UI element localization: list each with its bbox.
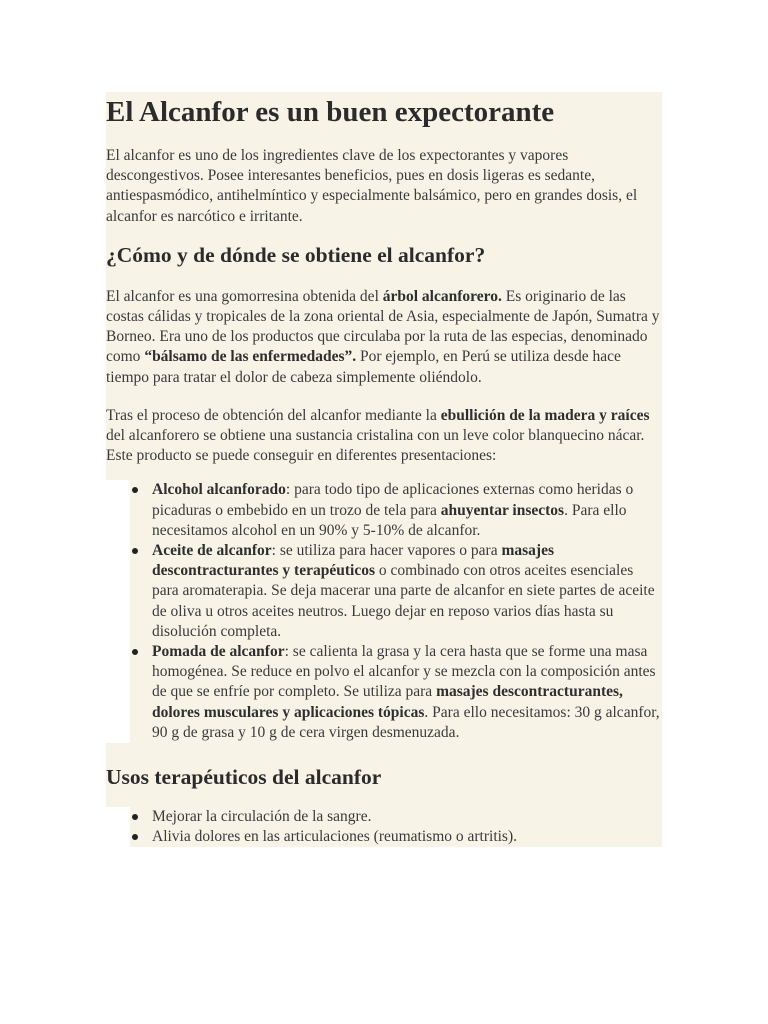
bold-arbol: árbol alcanforero. <box>382 287 502 305</box>
section-heading-obtencion: ¿Cómo y de dónde se obtiene el alcanfor? <box>106 242 486 267</box>
bullet-icon <box>132 814 138 820</box>
list-item-circulacion: Mejorar la circulación de la sangre. <box>152 807 662 827</box>
list-item-aceite: Aceite de alcanfor: se utiliza para hacer vapores o para masajes descontracturantes y terapéuticos o combinado con otros aceites esenciales para aromaterapia. Se deja macerar una parte de alcanfor en siete partes de aceite de oliva u otros aceites neutros. Luego dejar en reposo varios días hasta su disolución completa. <box>152 541 662 642</box>
bold-balsamo: “bálsamo de las enfermedades”. <box>144 348 357 366</box>
uses-list <box>106 807 662 847</box>
section-heading-usos: Usos terapéuticos del alcanfor <box>106 765 382 790</box>
list-item-articulaciones: Alivia dolores en las articulaciones (reumatismo o artritis). <box>152 827 662 847</box>
article-uses-block <box>106 743 662 807</box>
bullet-icon <box>132 834 138 840</box>
origin-paragraph: El alcanfor es una gomorresina obtenida del árbol alcanforero. Es originario de las costas cálidas y tropicales de la zona oriental de Asia, especialmente de Japón, Sumatra y Borneo. Era uno de los productos que circulaba por la ruta de las especias, denominado como “bálsamo de las enfermedades”. Por ejemplo, en Perú se utiliza desde hace tiempo para tratar el dolor de cabeza simplemente oliéndolo. <box>106 287 660 386</box>
presentations-list <box>106 480 662 743</box>
list-item-pomada: Pomada de alcanfor: se calienta la grasa y la cera hasta que se forme una masa homogénea. Se reduce en polvo el alcanfor y se mezcla con la composición antes de que se enfríe por completo. Se utiliza para masajes descontracturantes, dolores musculares y aplicaciones tópicas. Para ello necesitamos: 30 g alcanfor, 90 g de grasa y 10 g de cera virgen desmenuzada. <box>152 642 662 743</box>
process-paragraph: Tras el proceso de obtención del alcanfor mediante la ebullición de la madera y raíces del alcanforero se obtiene una sustancia cristalina con un leve color blanquecino nácar. Este producto se puede conseguir en diferentes presentaciones: <box>106 406 650 465</box>
intro-paragraph: El alcanfor es uno de los ingredientes clave de los expectorantes y vapores descongestivos. Posee interesantes beneficios, pues en dosis ligeras es sedante, antiespasmódico, antihelmíntico y especialmente balsámico, pero en grandes dosis, el alcanfor es narcótico e irritante. <box>106 147 638 225</box>
article-title: El Alcanfor es un buen expectorante <box>106 96 555 128</box>
article-top-block <box>106 92 662 480</box>
bullet-icon <box>132 487 138 493</box>
article <box>106 92 662 847</box>
bullet-icon <box>132 649 138 655</box>
list-item-alcohol: Alcohol alcanforado: para todo tipo de aplicaciones externas como heridas o picaduras o embebido en un trozo de tela para ahuyentar insectos. Para ello necesitamos alcohol en un 90% y 5-10% de alcanfor. <box>152 480 662 541</box>
bullet-icon <box>132 548 138 554</box>
bold-ebullicion: ebullición de la madera y raíces <box>440 406 650 424</box>
